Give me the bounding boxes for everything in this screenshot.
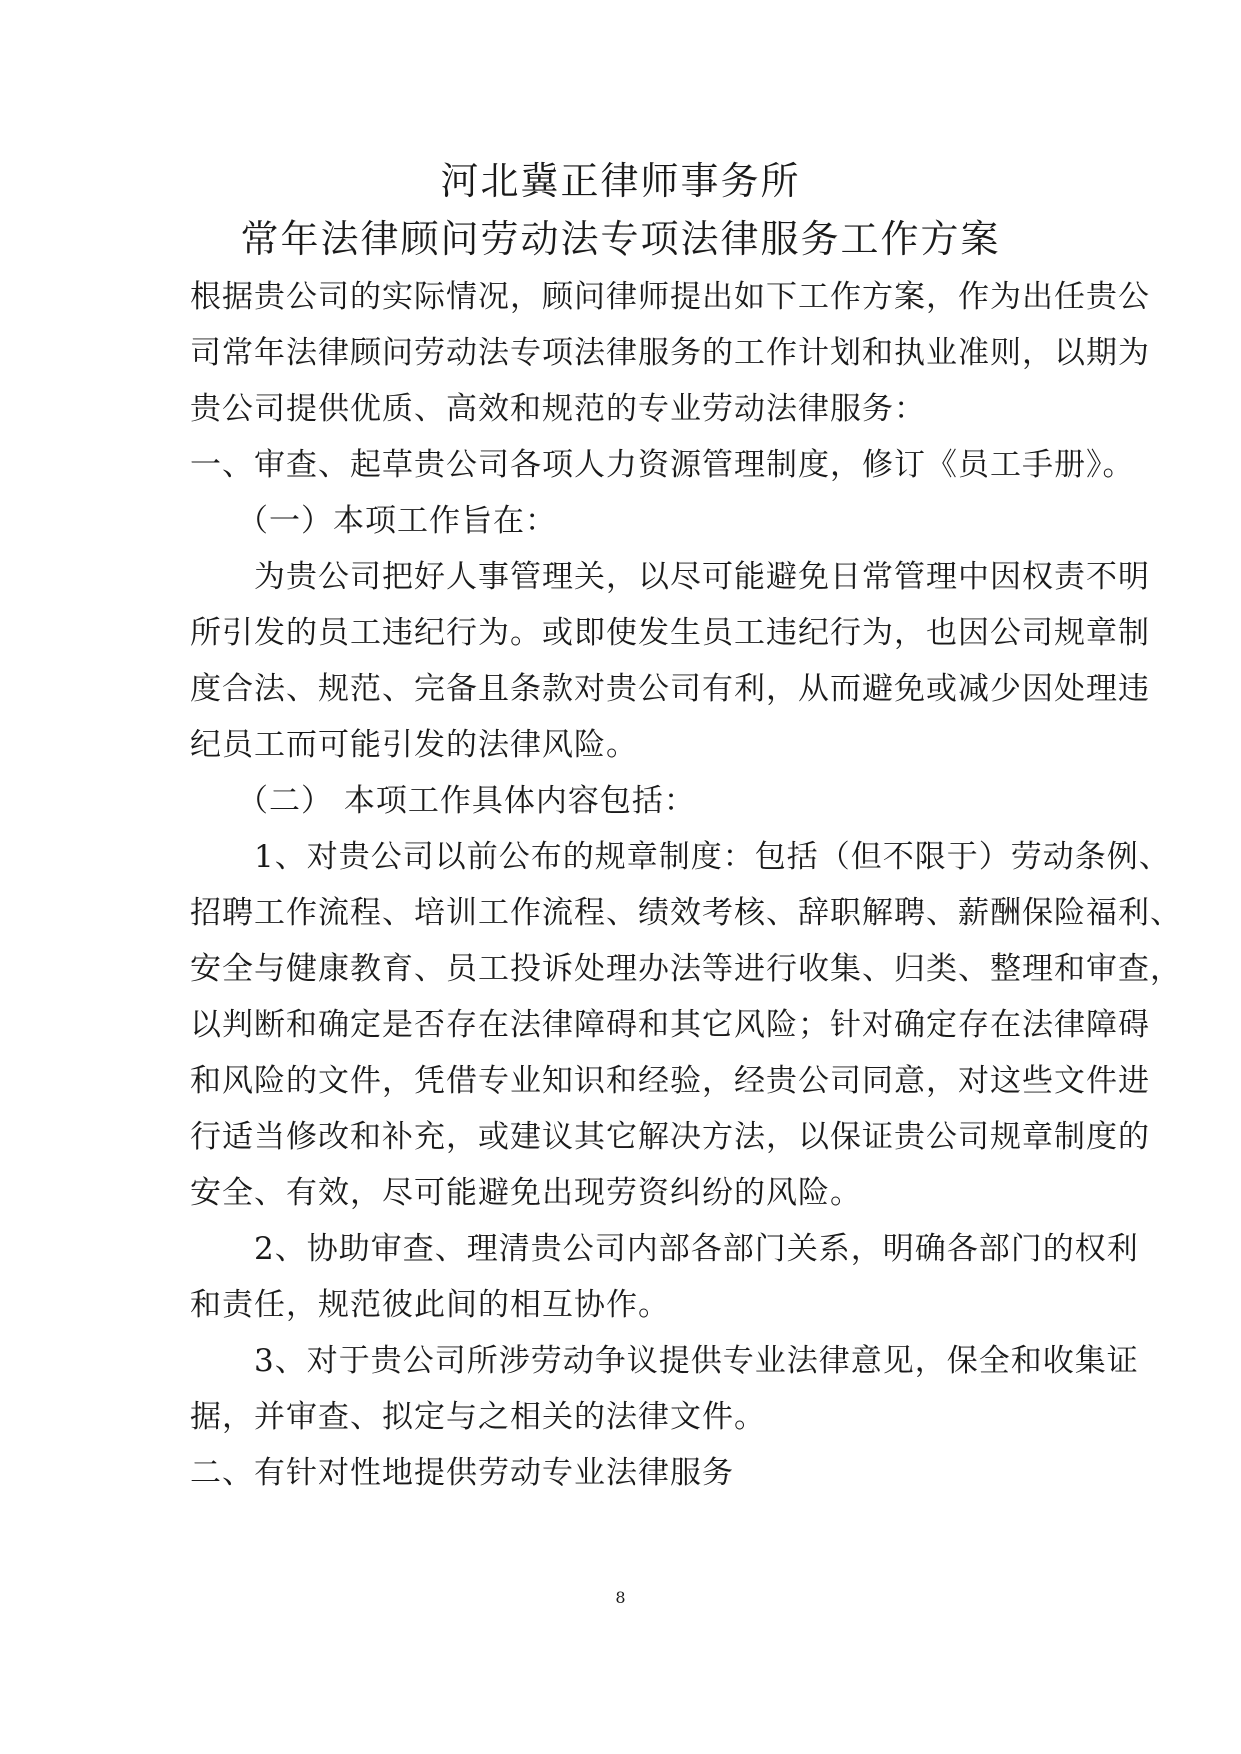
paragraph-line: 行适当修改和补充，或建议其它解决方法，以保证贵公司规章制度的: [190, 1119, 1150, 1155]
section-heading: 二、有针对性地提供劳动专业法律服务: [190, 1455, 734, 1491]
page-number: 8: [615, 1588, 626, 1607]
document-subtitle: 常年法律顾问劳动法专项法律服务工作方案: [240, 217, 1001, 261]
paragraph-line: 为贵公司把好人事管理关，以尽可能避免日常管理中因权责不明: [254, 559, 1150, 595]
paragraph-line: 以判断和确定是否存在法律障碍和其它风险；针对确定存在法律障碍: [190, 1007, 1150, 1043]
paragraph-line: 安全与健康教育、员工投诉处理办法等进行收集、归类、整理和审查，: [190, 951, 1182, 987]
list-item: 2、协助审查、理清贵公司内部各部门关系，明确各部门的权利: [254, 1231, 1139, 1267]
paragraph-line: 招聘工作流程、培训工作流程、绩效考核、辞职解聘、薪酬保险福利、: [190, 895, 1182, 931]
paragraph-line: 贵公司提供优质、高效和规范的专业劳动法律服务：: [190, 391, 926, 427]
document-title: 河北冀正律师事务所: [440, 159, 801, 203]
subsection-heading: （二） 本项工作具体内容包括：: [237, 783, 696, 819]
paragraph-line: 所引发的员工违纪行为。或即使发生员工违纪行为，也因公司规章制: [190, 615, 1150, 651]
list-item: 3、对于贵公司所涉劳动争议提供专业法律意见，保全和收集证: [254, 1343, 1139, 1379]
paragraph-line: 安全、有效，尽可能避免出现劳资纠纷的风险。: [190, 1175, 862, 1211]
paragraph-line: 度合法、规范、完备且条款对贵公司有利，从而避免或减少因处理违: [190, 671, 1150, 707]
list-item: 1、对贵公司以前公布的规章制度：包括（但不限于）劳动条例、: [254, 839, 1171, 875]
paragraph-line: 和风险的文件，凭借专业知识和经验，经贵公司同意，对这些文件进: [190, 1063, 1150, 1099]
paragraph-line: 司常年法律顾问劳动法专项法律服务的工作计划和执业准则，以期为: [190, 335, 1150, 371]
paragraph-line: 和责任，规范彼此间的相互协作。: [190, 1287, 670, 1323]
paragraph-line: 纪员工而可能引发的法律风险。: [190, 727, 638, 763]
section-heading: 一、审查、起草贵公司各项人力资源管理制度，修订《员工手册》。: [190, 447, 1135, 483]
paragraph-line: 根据贵公司的实际情况，顾问律师提出如下工作方案，作为出任贵公: [190, 279, 1150, 315]
subsection-heading: （一）本项工作旨在：: [237, 503, 557, 539]
paragraph-line: 据，并审查、拟定与之相关的法律文件。: [190, 1399, 766, 1435]
